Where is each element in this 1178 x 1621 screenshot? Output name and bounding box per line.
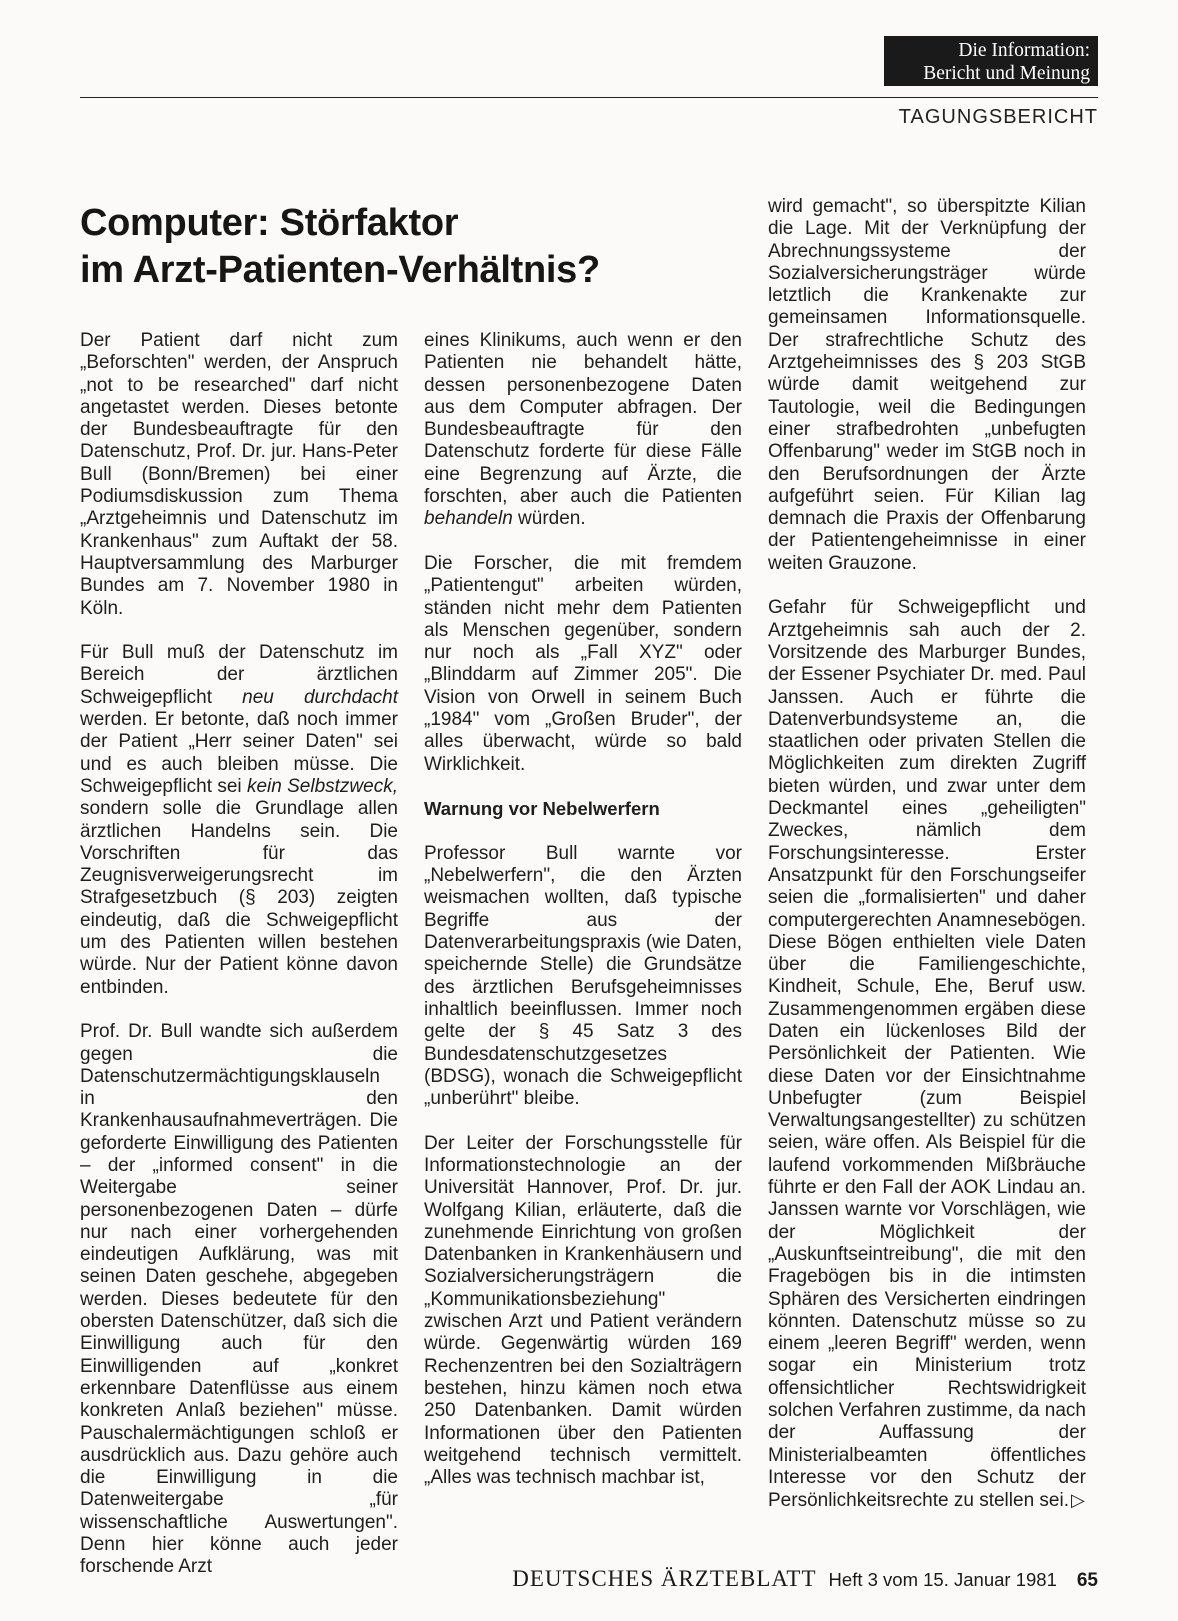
badge-line-2: Bericht und Meinung — [923, 63, 1090, 84]
emphasis: neu durchdacht — [242, 686, 398, 708]
text-run: sondern solle die Grundlage allen ärztlichen Handelns sein. Die Vorschriften für das Zeugnisverweigerungsrecht im Strafgesetzbuch (§ 203) zeigten eindeutig, daß die Schweigepflicht um des Patienten willen bestehen würde. Nur der Patient könne davon entbinden. — [80, 798, 398, 998]
subheading: Warnung vor Nebelwerfern — [424, 798, 660, 820]
title-line-2: im Arzt-Patienten-Verhältnis? — [80, 249, 600, 291]
paragraph: wird gemacht", so überspitzte Kilian die Lage. Mit der Verknüpfung der Abrechnungssysteme der Sozialversicherungsträger würde letztlich die Krankenakte zur gemeinsamen Informationsquelle. Der strafrechtliche Schutz des Arztgeheimnisses des § 203 StGB würde damit weitgehend zur Tautologie, weil die Bedingungen einer strafbedrohten „unbefugten Offenbarung" weder im StGB noch in den Berufsordnungen der Ärzte aufgeführt seien. Für Kilian lag demnach die Praxis der Offenbarung der Patientengeheimnisse in einer weiten Grauzone. — [768, 196, 1086, 574]
text-run: würden. — [512, 508, 586, 530]
continue-arrow-icon: ▷ — [1070, 1490, 1085, 1511]
section-label: TAGUNGSBERICHT — [898, 106, 1098, 128]
issue-info: Heft 3 vom 15. Januar 1981 — [828, 1569, 1057, 1590]
title-line-1: Computer: Störfaktor — [80, 202, 459, 244]
paragraph: Der Patient darf nicht zum „Beforschten" werden, der Anspruch „not to be researched" darf nicht angetastet werden. Dieses betonte der Bundesbeauftragte für den Datenschutz, Prof. Dr. jur. Hans-Peter Bull (Bonn/Bremen) bei einer Podiumsdiskussion zum Thema „Arztgeheimnis und Datenschutz im Krankenhaus" zum Auftakt der 58. Hauptversammlung des Marburger Bundes am 7. November 1980 in Köln. — [80, 330, 398, 619]
page-number: 65 — [1076, 1570, 1098, 1591]
text-run: Gefahr für Schweigepflicht und Arztgeheimnis sah auch der 2. Vorsitzende des Marburger Bundes, der Essener Psychiater Dr. med. Paul Janssen. Auch er führte die Datenverbundsysteme an, die staatlichen oder privaten Stellen die Möglichkeiten zum direkten Zugriff bieten würden, und zwar unter dem Deckmantel eines „geheiligten" Zweckes, nämlich dem Forschungsinteresse. Erster Ansatzpunkt für den Forschungseifer seien die „formalisierten" und daher computergerechten Anamnesebögen. Diese Bögen enthielten viele Daten über die Familiengeschichte, Kindheit, Schule, Ehe, Beruf usw. Zusammengenommen ergäben diese Daten ein lückenloses Bild der Persönlichkeit der Patienten. Wie diese Daten vor der Einsichtnahme Unbefugter (zum Beispiel Verwaltungsangestellter) zu schützen seien, wäre offen. Als Beispiel für die laufend vorkommenden Mißbräuche führte er den Fall der AOK Lindau an. Janssen warnte vor Vorschlägen, wie der Möglichkeit der „Auskunftseintreibung", die mit den Fragebögen bis in die intimsten Sphären des Versicherten eindringen könnten. Datenschutz müsse so zu einem „leeren Begriff" werden, wenn sogar ein Ministerium trotz offensichtlicher Rechtswidrigkeit solchen Verfahren zustimme, da nach der Auffassung der Ministerialbeamten öffentliches Interesse vor den Schutz der Persönlichkeitsrechte zu stellen sei. — [768, 597, 1086, 1512]
article-title — [80, 200, 720, 294]
emphasis: kein Selbstzweck, — [246, 775, 398, 797]
paragraph: Professor Bull warnte vor „Nebelwerfern", die den Ärzten weismachen wollten, daß typische Begriffe aus der Datenverarbeitungspraxis (wie Daten, speichernde Stelle) die Grundsätze des ärztlichen Berufsgeheimnisses inhaltlich beeinflussen. Immer noch gelte der § 45 Satz 3 des Bundesdatenschutzgesetzes (BDSG), wonach die Schweigepflicht „unberührt" bleibe. — [424, 842, 742, 1110]
text-column-2 — [424, 330, 742, 1489]
journal-name: DEUTSCHES ÄRZTEBLATT — [512, 1566, 817, 1591]
paragraph: Die Forscher, die mit fremdem „Patientengut" arbeiten würden, ständen nicht mehr dem Patienten als Menschen gegenüber, sondern nur noch als „Fall XYZ" oder „Blinddarm auf Zimmer 205". Die Vision von Orwell in seinem Buch „1984" vom „Großen Bruder", der alles überwacht, würde so bald Wirklichkeit. — [424, 552, 742, 775]
paragraph — [768, 597, 1086, 1512]
paragraph: Prof. Dr. Bull wandte sich außerdem gegen die Datenschutzermächtigungsklauseln in den Krankenhausaufnahmeverträgen. Die geforderte Einwilligung des Patienten – der „informed consent" in die Weitergabe seiner personenbezogenen Daten – dürfe nur nach einer vorhergehenden eindeutigen Aufklärung, was mit seinen Daten geschehe, abgegeben werden. Dieses bedeutete für den obersten Datenschützer, daß sich die Einwilligung auch für den Einwilligenden auf „konkret erkennbare Datenflüsse aus einem konkreten Anlaß beziehen" müsse. Pauschalermächtigungen schloß er ausdrücklich aus. Dazu gehöre auch die Einwilligung in die Datenweitergabe „für wissenschaftliche Auswertungen". Denn hier könne auch jeder forschende Arzt — [80, 1021, 398, 1578]
paragraph — [424, 330, 742, 531]
text-run: werden. Er betonte, daß noch immer der Patient „Herr seiner Daten" sei und es auch bleiben müsse. Die Schweigepflicht sei — [80, 709, 398, 797]
text-run: eines Klinikums, auch wenn er den Patienten nie behandelt hätte, dessen personenbezogene Daten aus dem Computer abfragen. Der Bundesbeauftragte für den Datenschutz forderte für diese Fälle eine Begrenzung auf Ärzte, die forschten, aber auch die Patienten — [424, 330, 742, 508]
header-rule — [80, 97, 1098, 98]
paragraph: Der Leiter der Forschungsstelle für Informationstechnologie an der Universität Hannover, Prof. Dr. jur. Wolfgang Kilian, erläuterte, daß die zunehmende Einrichtung von großen Datenbanken in Krankenhäusern und Sozialversicherungsträgern die „Kommunikationsbeziehung" zwischen Arzt und Patient verändern würde. Gegenwärtig würden 169 Rechenzentren bei den Sozialträgern bestehen, hinzu kämen noch etwa 250 Datenbanken. Damit würden Informationen über den Patienten weitgehend technisch vermittelt. „Alles was technisch machbar ist, — [424, 1132, 742, 1489]
section-badge — [884, 36, 1098, 86]
text-run: Für Bull muß der Datenschutz im Bereich der ärztlichen Schweigepflicht — [80, 642, 398, 708]
emphasis: behandeln — [424, 508, 513, 530]
text-column-3 — [768, 196, 1086, 1513]
badge-line-1: Die Information: — [958, 40, 1090, 61]
text-column-1 — [80, 330, 398, 1579]
page-footer — [80, 1566, 1098, 1596]
paragraph — [80, 642, 398, 999]
